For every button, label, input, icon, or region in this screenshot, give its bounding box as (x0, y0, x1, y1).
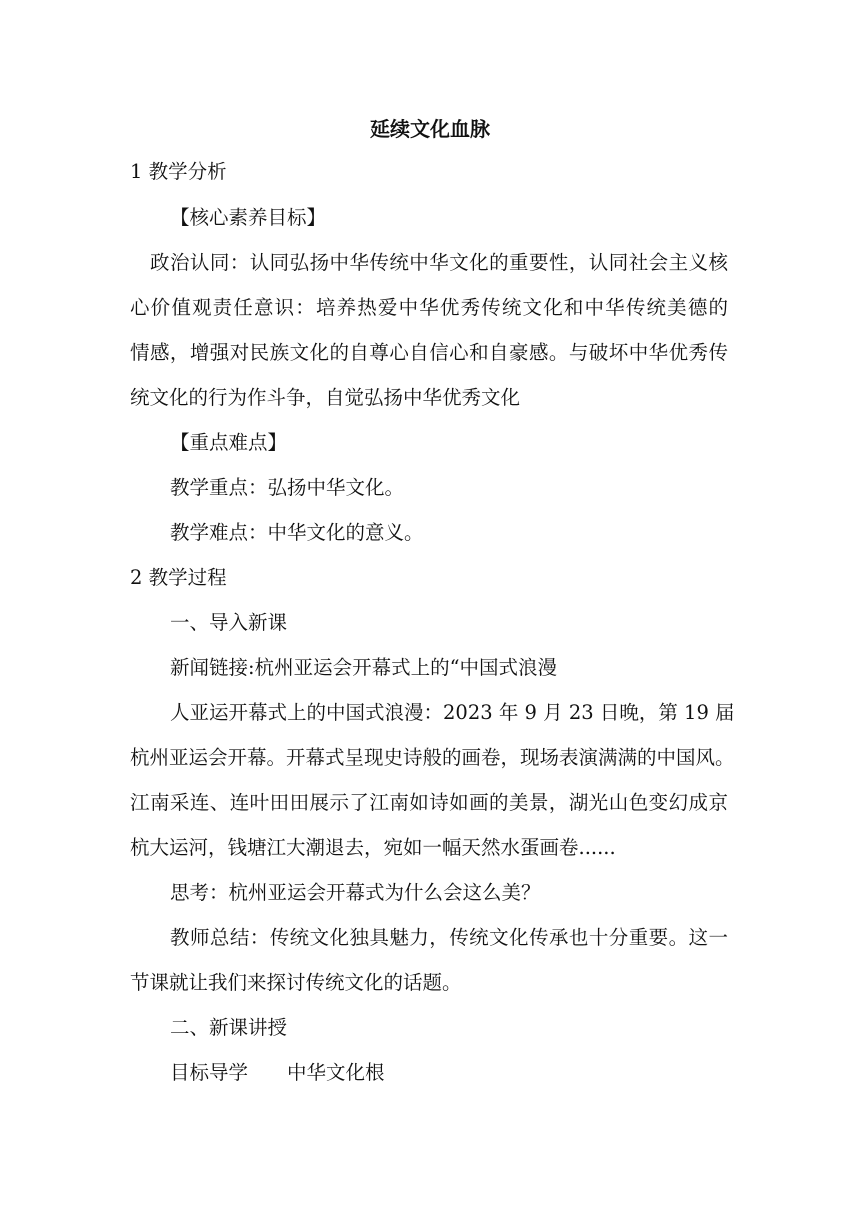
section-heading-analysis: 1 教学分析 (130, 160, 227, 183)
political-paragraph-line: 政治认同：认同弘扬中华传统中华文化的重要性，认同社会主义核 (150, 251, 728, 274)
target-guide: 目标导学 中华文化根 (170, 1061, 385, 1084)
political-paragraph-line: 心价值观责任意识：培养热爱中华优秀传统文化和中华传统美德的 (130, 296, 728, 319)
core-goal-heading: 【核心素养目标】 (170, 206, 327, 229)
political-paragraph-line: 情感，增强对民族文化的自尊心自信心和自豪感。与破坏中华优秀传 (130, 341, 728, 364)
teacher-summary-line: 教师总结：传统文化独具魅力，传统文化传承也十分重要。这一 (170, 926, 728, 949)
news-paragraph-line: 人亚运开幕式上的中国式浪漫：2023 年 9 月 23 日晚，第 19 届 (170, 701, 735, 724)
part2-heading: 二、新课讲授 (170, 1016, 288, 1039)
political-paragraph-line: 统文化的行为作斗争，自觉弘扬中华优秀文化 (130, 386, 521, 409)
teacher-summary-line: 节课就让我们来探讨传统文化的话题。 (130, 971, 462, 994)
teaching-focus: 教学重点：弘扬中华文化。 (170, 476, 405, 499)
part1-heading: 一、导入新课 (170, 611, 288, 634)
teaching-difficulty: 教学难点：中华文化的意义。 (170, 521, 424, 544)
key-points-heading: 【重点难点】 (170, 431, 288, 454)
document-title: 延续文化血脉 (370, 117, 490, 141)
news-link: 新闻链接:杭州亚运会开幕式上的“中国式浪漫 (170, 656, 558, 679)
news-paragraph-line: 杭州亚运会开幕。开幕式呈现史诗般的画卷，现场表演满满的中国风。 (130, 746, 735, 769)
news-paragraph-line: 杭大运河，钱塘江大潮退去，宛如一幅天然水蛋画卷...... (130, 836, 616, 859)
thinking-question: 思考：杭州亚运会开幕式为什么会这么美？ (170, 881, 541, 904)
section-heading-process: 2 教学过程 (130, 566, 227, 589)
news-paragraph-line: 江南采连、连叶田田展示了江南如诗如画的美景，湖光山色变幻成京 (130, 791, 728, 814)
